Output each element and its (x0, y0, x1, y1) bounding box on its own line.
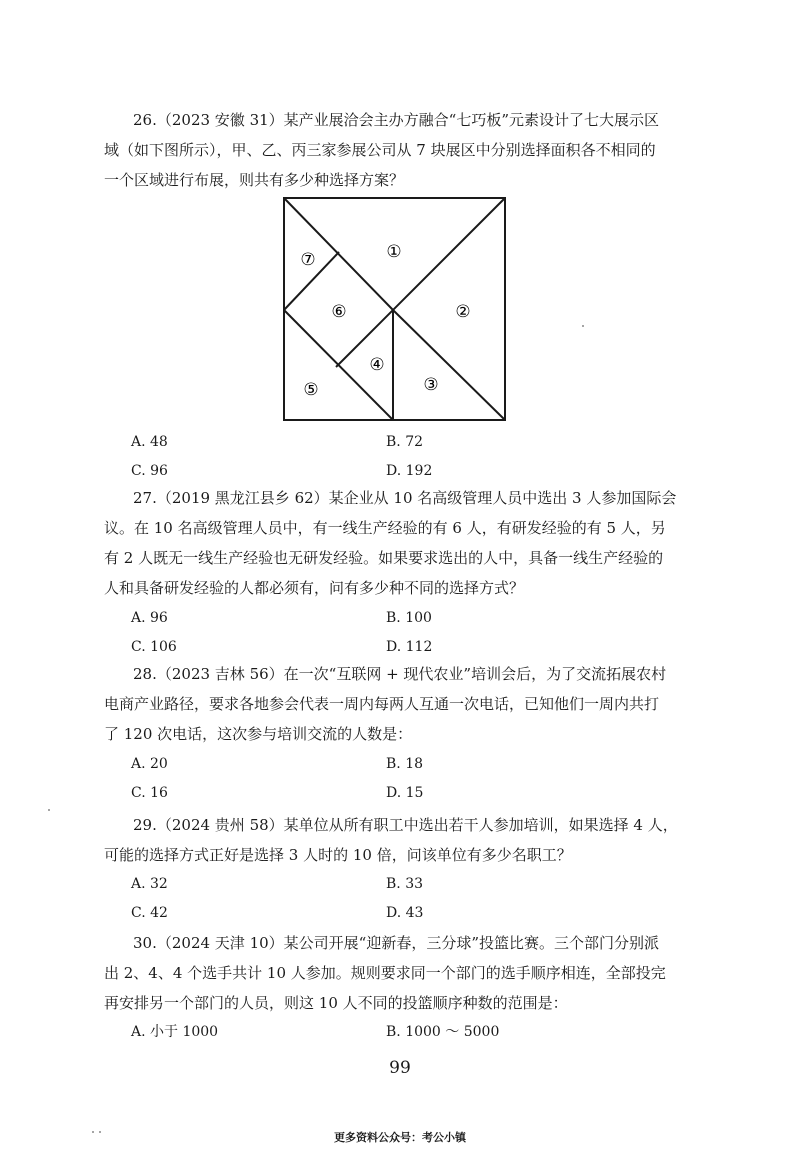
q27-option-d[interactable]: D. 112 (386, 639, 433, 655)
tangram-right-diagonal (393, 310, 505, 420)
q30-line-1: 30.（2024 天津 10）某公司开展“迎新春，三分球”投篮比赛。三个部门分别派 (133, 934, 659, 952)
q26-option-c[interactable]: C. 96 (131, 463, 168, 479)
q28-option-b[interactable]: B. 18 (386, 756, 424, 772)
tangram-figure (283, 197, 507, 423)
q30-line-3: 再安排另一个部门的人员，则这 10 人不同的投篮顺序种数的范围是： (104, 994, 568, 1012)
q26-line-2: 域（如下图所示），甲、乙、丙三家参展公司从 7 块展区中分别选择面积各不相同的 (104, 141, 656, 159)
q30-line-2: 出 2、4、4 个选手共计 10 人参加。规则要求同一个部门的选手顺序相连，全部投完 (104, 964, 666, 982)
footer-promo: 更多资料公众号：考公小镇 (334, 1131, 466, 1144)
tangram-anti-diagonal (336, 198, 505, 367)
tangram-label-5: ⑤ (303, 380, 319, 400)
q27-line-3: 有 2 人既无一线生产经验也无研发经验。如果要求选出的人中，具备一线生产经验的 (104, 549, 664, 567)
scan-speck (48, 809, 50, 811)
q27-line-2: 议。在 10 名高级管理人员中，有一线生产经验的有 6 人，有研发经验的有 5 人，另 (104, 519, 666, 537)
tangram-label-2: ② (455, 302, 471, 322)
q27-option-a[interactable]: A. 96 (131, 610, 168, 626)
tangram-label-3: ③ (423, 375, 439, 395)
q28-option-d[interactable]: D. 15 (386, 785, 424, 801)
q30-option-b[interactable]: B. 1000 ～ 5000 (386, 1024, 500, 1040)
q29-option-b[interactable]: B. 33 (386, 876, 424, 892)
q29-line-2: 可能的选择方式正好是选择 3 人时的 10 倍，问该单位有多少名职工？ (104, 846, 572, 864)
scan-speck (582, 325, 584, 327)
q26-option-b[interactable]: B. 72 (386, 434, 424, 450)
tangram-label-7: ⑦ (300, 250, 316, 270)
scan-speck (99, 1131, 101, 1133)
q27-option-c[interactable]: C. 106 (131, 639, 177, 655)
q29-option-a[interactable]: A. 32 (131, 876, 168, 892)
q27-line-1: 27.（2019 黑龙江县乡 62）某企业从 10 名高级管理人员中选出 3 人参加国际会 (133, 489, 677, 507)
q29-line-1: 29.（2024 贵州 58）某单位从所有职工中选出若干人参加培训，如果选择 4 人， (133, 816, 678, 834)
scan-speck (92, 1131, 94, 1133)
q29-option-d[interactable]: D. 43 (386, 905, 424, 921)
q28-line-3: 了 120 次电话，这次参与培训交流的人数是： (104, 725, 413, 743)
q26-option-a[interactable]: A. 48 (131, 434, 168, 450)
q26-line-1: 26.（2023 安徽 31）某产业展洽会主办方融合“七巧板”元素设计了七大展示区 (133, 111, 659, 129)
page-number: 99 (389, 1058, 411, 1078)
q28-line-1: 28.（2023 吉林 56）在一次“互联网 + 现代农业”培训会后，为了交流拓展农村 (133, 665, 667, 683)
tangram-label-6: ⑥ (331, 302, 347, 322)
q27-line-4: 人和具备研发经验的人都必须有，问有多少种不同的选择方式？ (104, 579, 525, 597)
q26-option-d[interactable]: D. 192 (386, 463, 433, 479)
q26-line-3: 一个区域进行布展，则共有多少种选择方案？ (104, 171, 405, 189)
q30-option-a[interactable]: A. 小于 1000 (131, 1024, 219, 1040)
tangram-label-1: ① (386, 242, 402, 262)
q28-option-a[interactable]: A. 20 (131, 756, 168, 772)
q28-line-2: 电商产业路径，要求各地参会代表一周内每两人互通一次电话，已知他们一周内共打 (104, 695, 660, 713)
tangram-label-4: ④ (369, 355, 385, 375)
q28-option-c[interactable]: C. 16 (131, 785, 168, 801)
q27-option-b[interactable]: B. 100 (386, 610, 432, 626)
q29-option-c[interactable]: C. 42 (131, 905, 168, 921)
